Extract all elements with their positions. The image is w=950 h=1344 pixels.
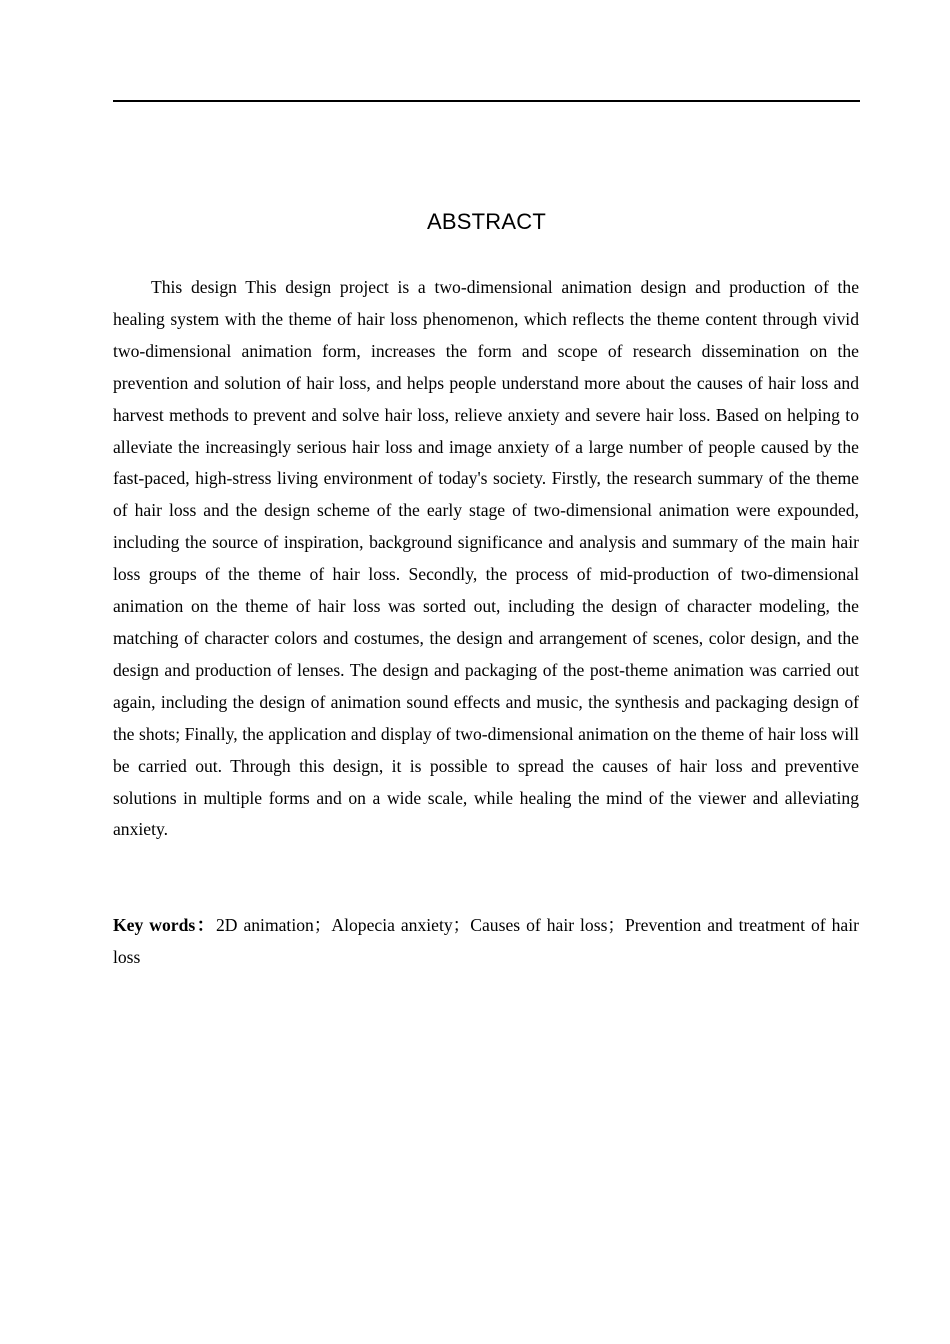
abstract-body: This design This design project is a two-dimensional animation design and production of the healing system with the theme of hair loss phenomenon, which reflects the theme content through vivid two-dimensional animation form, increases the form and scope of research dissemination on the prevention and solution of hair loss, and helps people understand more about the causes of hair loss and harvest methods to prevent and solve hair loss, relieve anxiety and severe hair loss. Based on helping to alleviate the increasingly serious hair loss and image anxiety of a large number of people caused by the fast-paced, high-stress living environment of today's society. Firstly, the research summary of the theme of hair loss and the design scheme of the early stage of two-dimensional animation were expounded, including the source of inspiration, background significance and analysis and summary of the main hair loss groups of the theme of hair loss. Secondly, the process of mid-production of two-dimensional animation on the theme of hair loss was sorted out, including the design of character modeling, the matching of character colors and costumes, the design and arrangement of scenes, color design, and the design and production of lenses. The design and packaging of the post-theme animation was carried out again, including the design of animation sound effects and music, the synthesis and packaging design of the shots; Finally, the application and display of two-dimensional animation on the theme of hair loss will be carried out. Through this design, it is possible to spread the causes of hair loss and preventive solutions in multiple forms and on a wide scale, while healing the mind of the viewer and alleviating anxiety. — [113, 277, 859, 840]
abstract-title: ABSTRACT — [427, 209, 546, 234]
keywords-text: 2D animation；Alopecia anxiety；Causes of hair loss；Prevention and treatment of hair loss — [113, 915, 859, 967]
keywords-paragraph — [113, 910, 859, 974]
keywords-label: Key words： — [113, 915, 216, 935]
header-rule — [113, 100, 860, 102]
